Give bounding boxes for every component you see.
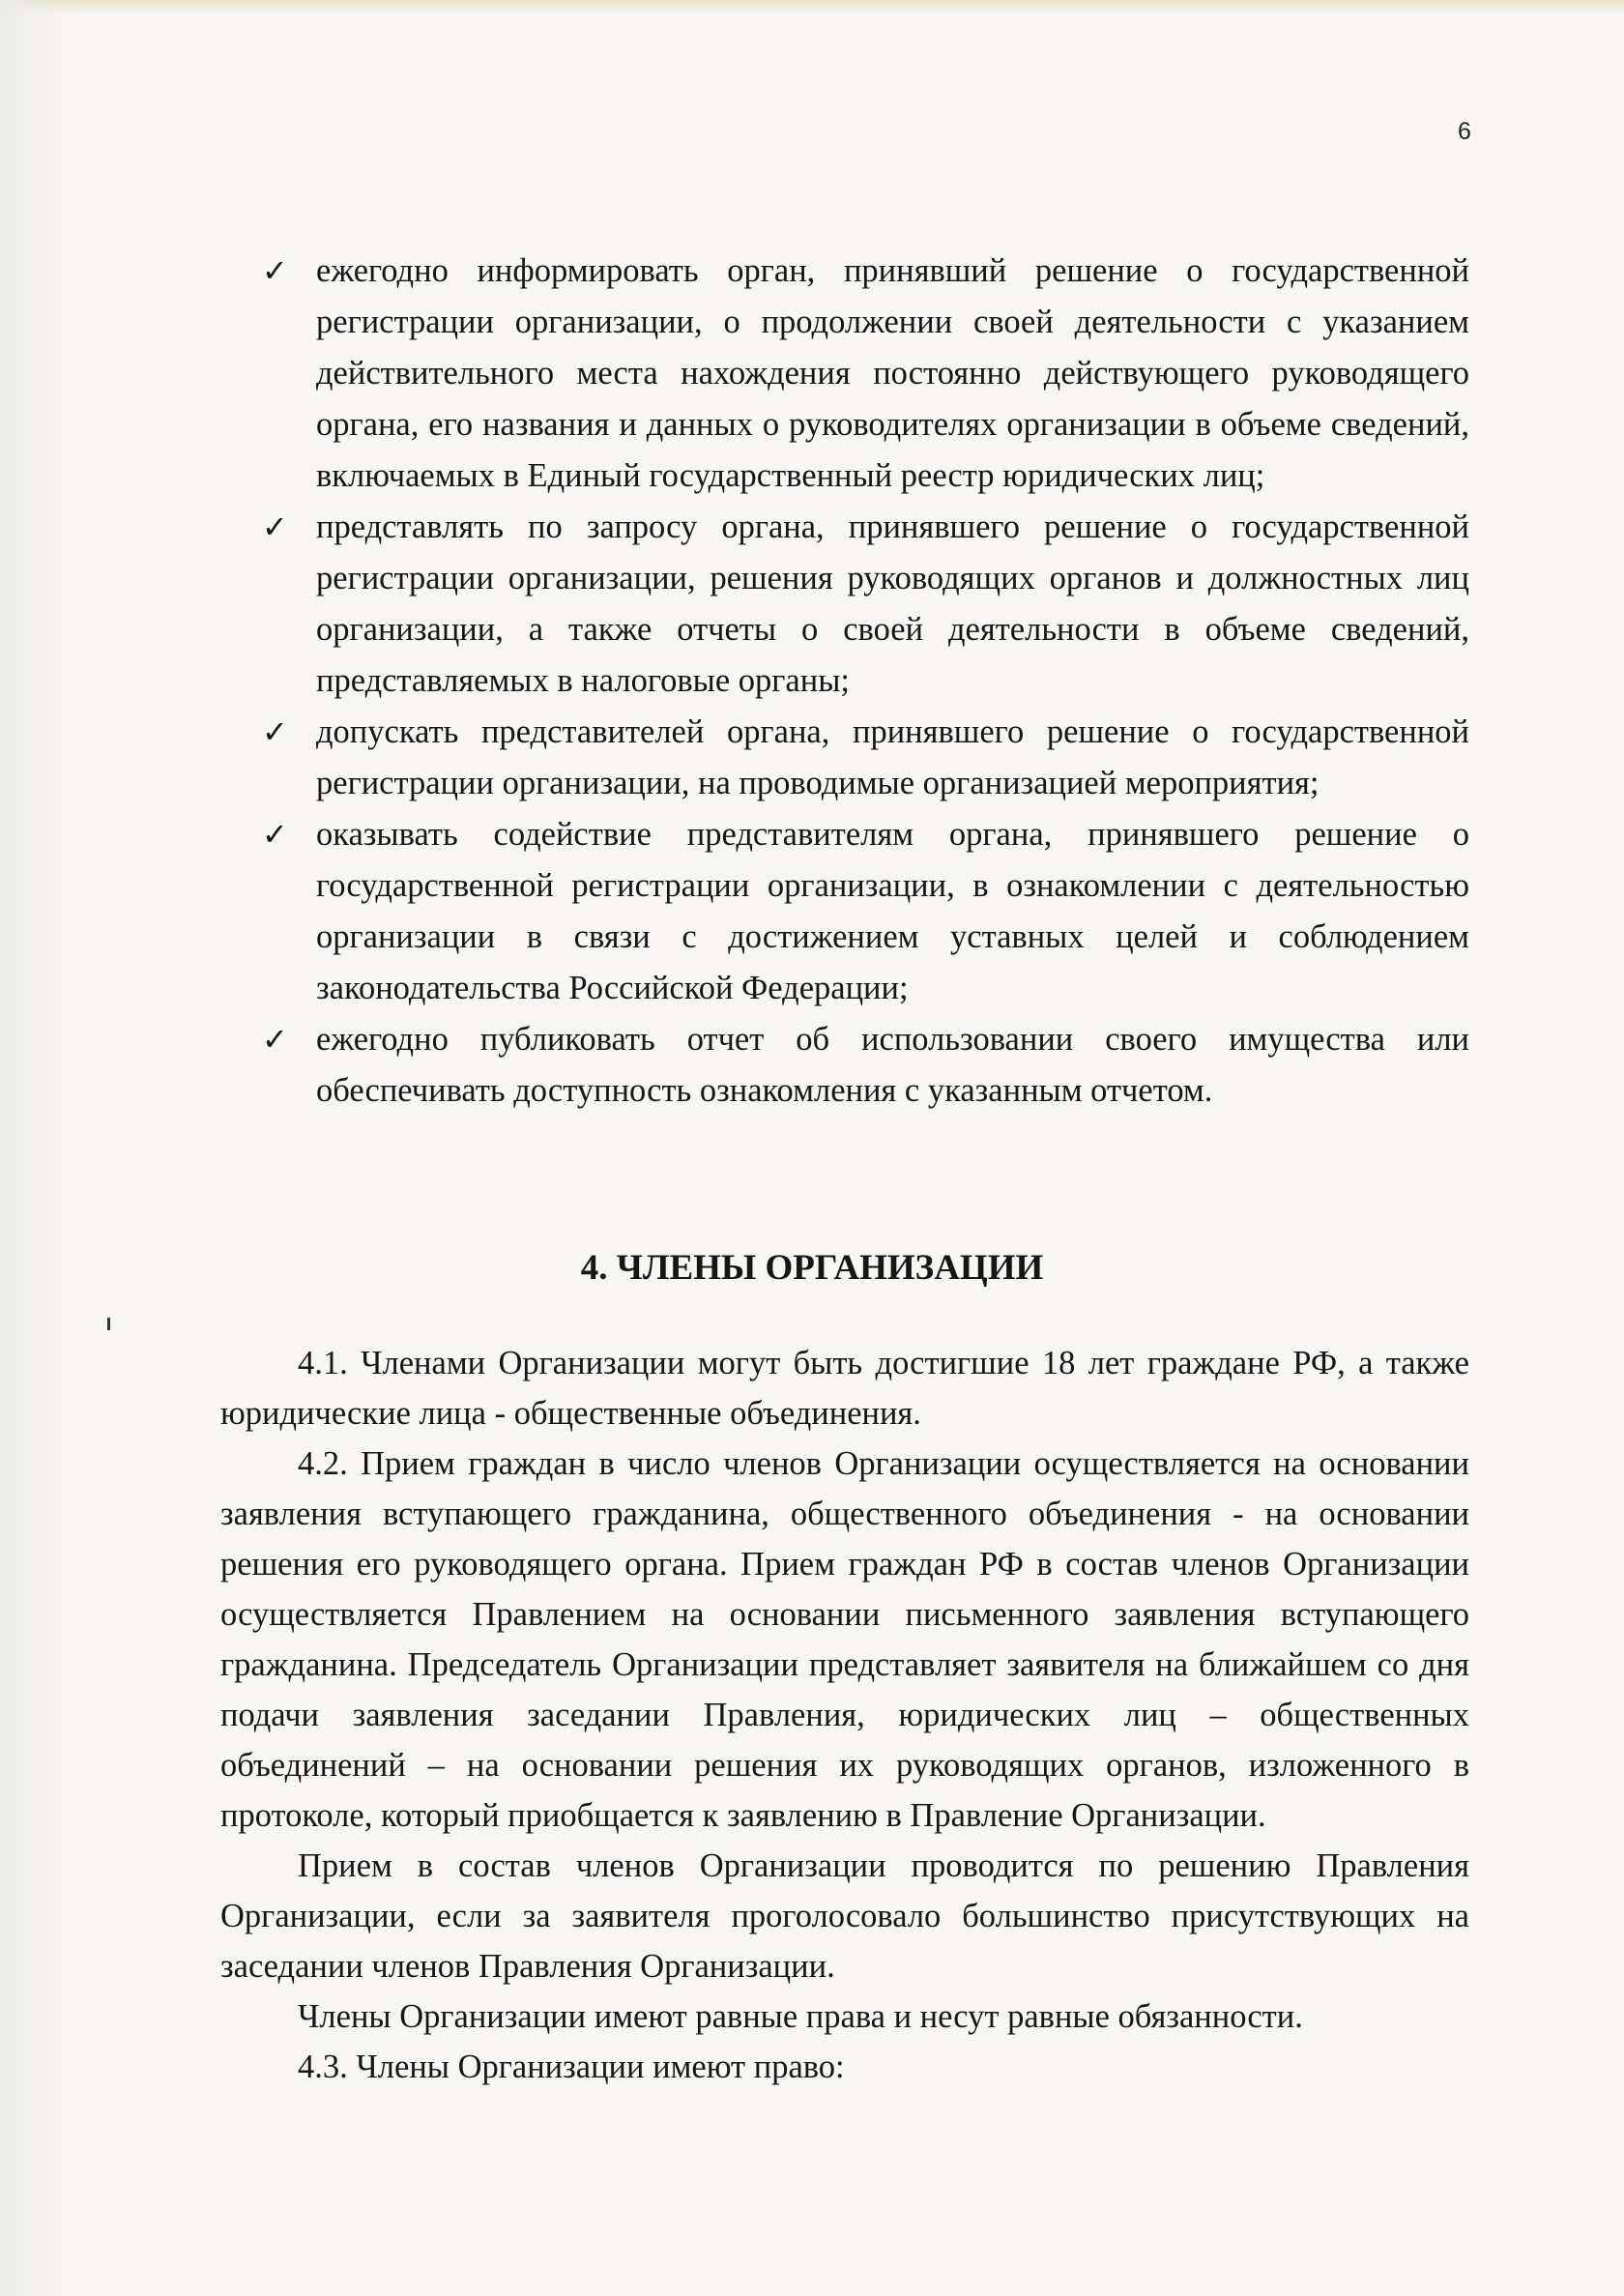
page-edge-shade — [0, 0, 1624, 14]
list-item — [256, 809, 1469, 1014]
paragraph-equal-rights: Члены Организации имеют равные права и несут равные обязанности. — [298, 1998, 1303, 2035]
page-number: 6 — [1458, 118, 1471, 145]
list-item-text: ежегодно публиковать отчет об использовании своего имущества или обеспечивать доступность ознакомления с указанным отчетом. — [316, 1021, 1469, 1109]
list-item — [256, 1014, 1469, 1117]
checkmark-icon: ✓ — [262, 252, 288, 289]
section-body — [220, 1338, 1469, 2092]
list-item-text: ежегодно информировать орган, принявший решение о государственной регистрации организации, о продолжении своей деятельности с указанием действительного места нахождения постоянно действующего руководящего органа, его названия и данных о руководителях организации в объеме сведений, включаемых в Единый государственный реестр юридических лиц; — [316, 252, 1469, 494]
list-item-text: допускать представителей органа, принявшего решение о государственной регистрации организации, на проводимые организацией мероприятия; — [316, 713, 1469, 801]
section-title: 4. ЧЛЕНЫ ОРГАНИЗАЦИИ — [580, 1248, 1044, 1288]
list-item — [256, 707, 1469, 809]
checkmark-icon: ✓ — [262, 713, 288, 750]
list-item — [256, 502, 1469, 707]
checkmark-icon: ✓ — [262, 509, 288, 545]
list-item — [256, 246, 1469, 502]
paragraph-4-3: 4.3. Члены Организации имеют право: — [298, 2049, 845, 2085]
paragraph-admission: Прием в состав членов Организации проводится по решению Правления Организации, если за заявителя проголосовало большинство присутствующих на заседании членов Правления Организации. — [220, 1847, 1469, 1985]
list-item-text: представлять по запросу органа, принявшего решение о государственной регистрации организации, решения руководящих органов и должностных лиц организации, а также отчеты о своей деятельности в объеме сведений, представляемых в налоговые органы; — [316, 509, 1469, 699]
list-item-text: оказывать содействие представителям органа, принявшего решение о государственной регистрации организации, в ознакомлении с деятельностью организации в связи с достижением уставных целей и соблюдением законодательства Российской Федерации; — [316, 816, 1469, 1006]
paragraph-4-1: 4.1. Членами Организации могут быть достигшие 18 лет граждане РФ, а также юридические лица - общественные объединения. — [220, 1345, 1469, 1432]
checkmark-icon: ✓ — [262, 1021, 288, 1058]
margin-mark — [107, 1318, 110, 1330]
page-margin-shade — [0, 0, 68, 2296]
checkmark-icon: ✓ — [262, 816, 288, 853]
paragraph-4-2: 4.2. Прием граждан в число членов Организации осуществляется на основании заявления вступающего гражданина, общественного объединения - на основании решения его руководящего органа. Прием граждан РФ в состав членов Организации осуществляется Правлением на основании письменного заявления вступающего гражданина. Председатель Организации представляет заявителя на ближайшем со дня подачи заявления заседании Правления, юридических лиц – общественных объединений – на основании решения их руководящих органов, изложенного в протоколе, который приобщается к заявлению в Правление Организации. — [220, 1445, 1469, 1834]
obligations-list — [256, 246, 1469, 1117]
